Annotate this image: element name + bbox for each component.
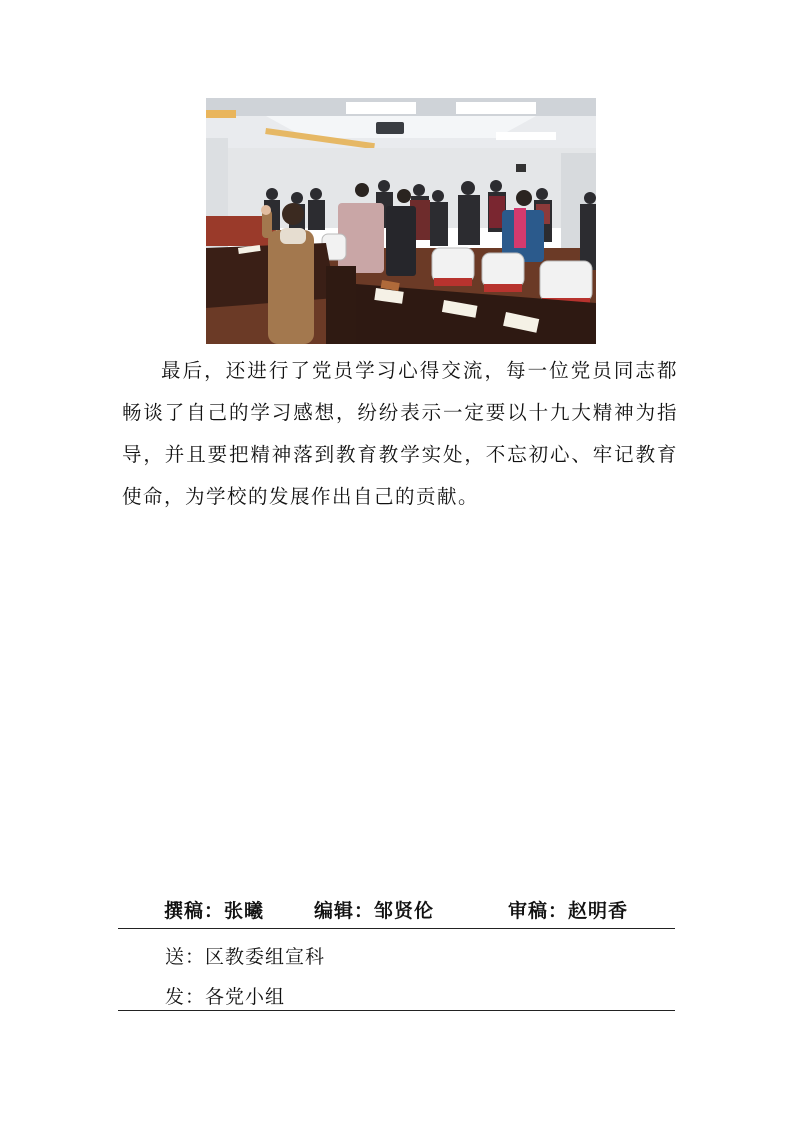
credits-line <box>0 896 793 926</box>
divider-bottom <box>118 1010 675 1011</box>
reviewer-credit: 审稿：赵明香 <box>508 900 629 922</box>
divider-top <box>118 928 675 929</box>
meeting-photo <box>206 98 596 344</box>
editor-credit: 编辑：邹贤伦 <box>314 900 435 922</box>
distribute-line: 发：各党小组 <box>165 986 286 1008</box>
author-credit: 撰稿：张曦 <box>164 900 265 922</box>
send-to-line: 送：区教委组宣科 <box>165 946 326 968</box>
body-paragraph: 最后，还进行了党员学习心得交流，每一位党员同志都畅谈了自己的学习感想，纷纷表示一定要以十九大精神为指导，并且要把精神落到教育教学实处，不忘初心、牢记教育使命，为学校的发展作出自己的贡献。 <box>122 359 678 508</box>
